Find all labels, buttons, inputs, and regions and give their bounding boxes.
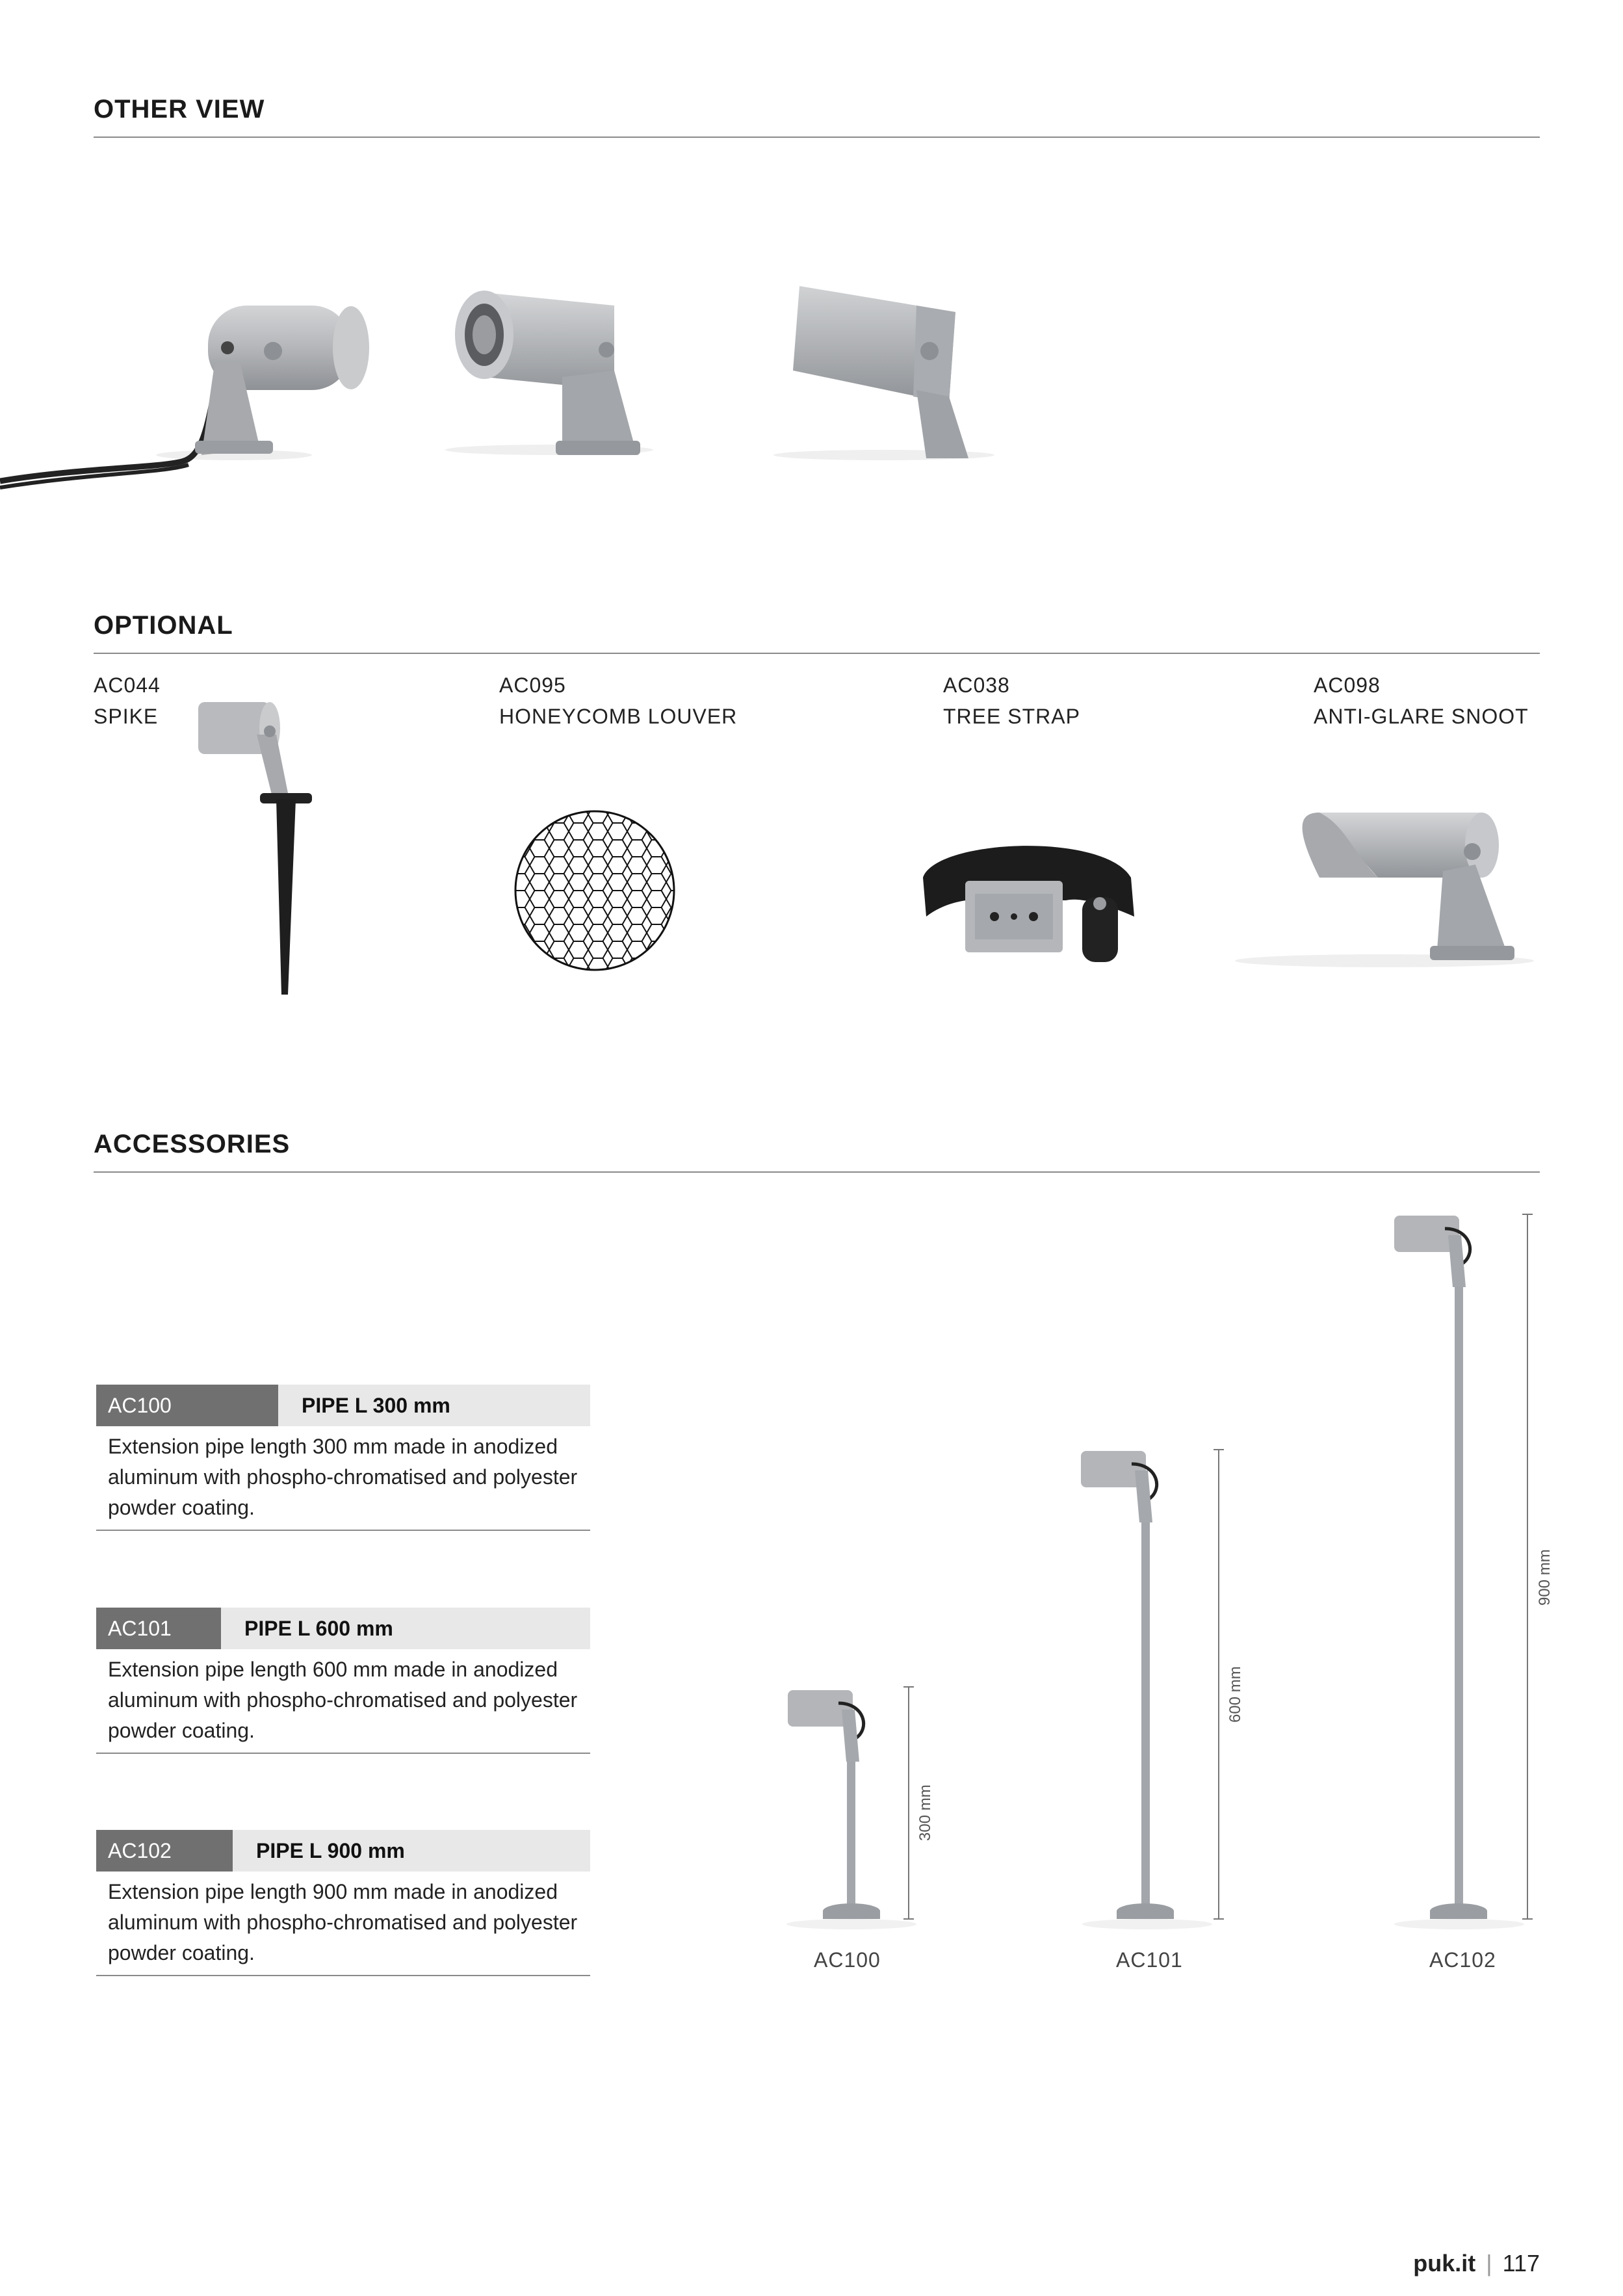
optional-item-name: SPIKE <box>94 705 159 728</box>
accessory-ac101 <box>96 1608 590 1754</box>
accessory-code: AC102 <box>96 1830 233 1872</box>
honeycomb-louver-image <box>510 806 679 975</box>
section-divider <box>94 1171 1540 1173</box>
section-title-accessories: ACCESSORIES <box>94 1130 291 1158</box>
accessory-ac102 <box>96 1830 590 1976</box>
pipe-ac101-image <box>1081 1450 1224 1929</box>
accessory-description: Extension pipe length 600 mm made in anodized aluminum with phospho-chromatised and polyester powder coating. <box>96 1649 590 1754</box>
product-view-rear <box>754 267 1001 475</box>
page-footer <box>1413 2250 1540 2277</box>
accessory-name: PIPE L 600 mm <box>244 1616 393 1640</box>
optional-item-name: HONEYCOMB LOUVER <box>499 705 738 728</box>
accessory-description: Extension pipe length 900 mm made in anodized aluminum with phospho-chromatised and polyester powder coating. <box>96 1872 590 1976</box>
pipe-ac100-image <box>786 1687 916 1929</box>
extension-pipes-illustration <box>715 1209 1560 1950</box>
footer-separator: | <box>1486 2250 1492 2276</box>
accessory-name: PIPE L 300 mm <box>302 1393 450 1417</box>
accessory-code: AC100 <box>96 1385 278 1426</box>
optional-item-name: TREE STRAP <box>943 705 1080 728</box>
optional-item-code: AC098 <box>1314 673 1381 697</box>
accessory-name: PIPE L 900 mm <box>256 1838 405 1862</box>
optional-item-code: AC095 <box>499 673 566 697</box>
anti-glare-snoot-image <box>1222 800 1534 988</box>
brand-link[interactable]: puk.it <box>1413 2250 1476 2276</box>
section-title-other-view: OTHER VIEW <box>94 95 265 124</box>
dimension-300-label: 300 mm <box>916 1784 934 1841</box>
accessory-header <box>96 1830 590 1872</box>
section-divider <box>94 653 1540 654</box>
optional-item-spike-label <box>94 670 161 732</box>
optional-item-code: AC038 <box>943 673 1010 697</box>
product-view-side-with-cable <box>0 267 377 501</box>
dimension-600-label: 600 mm <box>1227 1666 1244 1723</box>
section-divider <box>94 137 1540 138</box>
optional-item-tree-strap-label <box>943 670 1080 732</box>
page-number: 117 <box>1502 2250 1540 2276</box>
optional-item-louver-label <box>499 670 737 732</box>
pipe-caption-ac101: AC101 <box>1116 1948 1183 1972</box>
product-view-front <box>432 267 653 475</box>
pipe-caption-ac102: AC102 <box>1429 1948 1496 1972</box>
pipe-caption-ac100: AC100 <box>814 1948 881 1972</box>
accessory-header <box>96 1608 590 1649</box>
accessory-code: AC101 <box>96 1608 221 1649</box>
tree-strap-image <box>910 826 1144 982</box>
spike-image <box>192 696 322 1001</box>
optional-item-snoot-label <box>1314 670 1529 732</box>
accessory-ac100 <box>96 1385 590 1531</box>
accessory-header <box>96 1385 590 1426</box>
section-title-optional: OPTIONAL <box>94 611 233 640</box>
optional-item-code: AC044 <box>94 673 161 697</box>
pipe-ac102-image <box>1394 1214 1533 1929</box>
optional-item-name: ANTI-GLARE SNOOT <box>1314 705 1529 728</box>
dimension-900-label: 900 mm <box>1536 1549 1553 1606</box>
accessory-description: Extension pipe length 300 mm made in anodized aluminum with phospho-chromatised and polyester powder coating. <box>96 1426 590 1531</box>
